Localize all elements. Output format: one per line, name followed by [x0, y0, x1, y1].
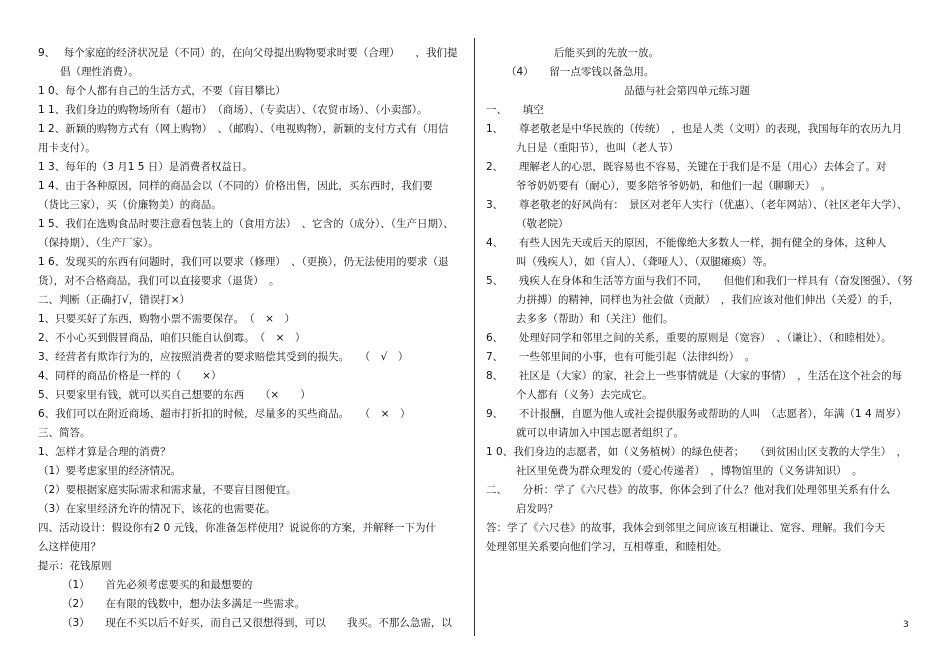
- text-line: 3、 尊老敬老的好风尚有： 景区对老年人实行（优惠）、（老年网站）、（社区老年大学）、: [486, 199, 908, 211]
- page-title: 品德与社会第四单元练习题: [624, 85, 750, 97]
- section-heading: 二、 分析：学了《六尺巷》的故事，你体会到了什么？他对我们处理邻里关系有什么: [486, 484, 891, 496]
- text-line: 九日是（重阳节），也叫（老人节）: [516, 142, 679, 154]
- text-line: 1 4、由于各种原因，同样的商品会以（不同的）价格出售，因此，买东西时，我们要: [38, 180, 433, 192]
- page-number: 3: [903, 620, 909, 630]
- text-line: （3） 现在不买以后不好买，而自己又很想得到，可以 我买。不那么急需，以: [62, 617, 452, 629]
- section-heading: 一、 填空: [486, 104, 544, 116]
- text-line: 4、 有些人因先天或后天的原因，不能像绝大多数人一样，拥有健全的身体，这种人: [486, 237, 887, 249]
- text-line: 启发吗？: [516, 503, 558, 515]
- section-heading: 四、活动设计：假设你有2 0 元钱，你准备怎样使用？说说你的方案，并解释一下为什: [38, 522, 437, 534]
- text-line: （保持期）、（生产厂家）。: [38, 237, 159, 249]
- section-heading: 二、判断（正确打√，错误打×）: [38, 294, 190, 306]
- text-line: 7、 一些邻里间的小事，也有可能引起（法律纠纷） 。: [486, 351, 756, 363]
- text-line: 货），对不合格商品，我们可以直接要求（退货） 。: [38, 275, 280, 287]
- text-line: 6、我们可以在附近商场、超市打折扣的时候，尽量多的买些商品。 （ × ）: [38, 408, 411, 420]
- text-line: 么这样使用？: [38, 541, 101, 553]
- text-line: 9、 每个家庭的经济状况是（不同）的，在向父母提出购物要求时要（合理） ，我们提: [38, 47, 458, 59]
- text-line: 倡（理性消费）。: [60, 66, 139, 78]
- text-line: 5、只要家里有钱，就可以买自己想要的东西 （× ）: [38, 389, 311, 401]
- text-line: 8、 社区是（大家）的家，社会上一些事情就是（大家的事情） ，生活在这个社会的每: [486, 370, 903, 382]
- text-line: 1、 尊老敬老是中华民族的（传统） ，也是人类（文明）的表现，我国每年的农历九月: [486, 123, 903, 135]
- text-line: 5、 残疾人在身体和生活等方面与我们不同， 但他们和我们一样具有（奋发图强）、（努: [486, 275, 913, 287]
- column-divider: [474, 38, 475, 636]
- text-line: （货比三家），买（价廉物美）的商品。: [38, 199, 222, 211]
- text-line: 3、经营者有欺诈行为的，应按照消费者的要求赔偿其受到的损失。 （ √ ）: [38, 351, 409, 363]
- text-line: 就可以申请加入中国志愿者组织了。: [516, 427, 684, 439]
- text-line: 1 6、发现买的东西有问题时，我们可以要求（修理） 、（更换），仍无法使用的要求（退: [38, 256, 449, 268]
- section-heading: 三、简答。: [38, 427, 91, 439]
- text-line: 1 3、每年的（3 月1 5 日）是消费者权益日。: [38, 161, 253, 173]
- text-line: 1 0、我们身边的志愿者，如（义务植树）的绿色使者； （到贫困山区支教的大学生） ，: [486, 446, 907, 458]
- text-line: 2、不小心买到假冒商品，咱们只能自认倒霉。 （ × ）: [38, 332, 306, 344]
- text-line: 个人都有（义务）去完成它。: [516, 389, 653, 401]
- text-line: 1、只要买好了东西，购物小票不需要保存。 （ × ）: [38, 313, 295, 325]
- text-line: （3）在家里经济允许的情况下，该花的也需要花。: [38, 503, 276, 515]
- text-line: 提示：花钱原则: [38, 560, 112, 572]
- text-line: 1 5、我们在选购食品时要注意看包装上的（食用方法） 、它含的（成分）、（生产日期）、: [38, 218, 454, 230]
- text-line: 用卡支付）。: [38, 142, 96, 154]
- text-line: 1 0、每个人都有自己的生活方式，不要（盲目攀比）: [38, 85, 286, 97]
- text-line: 社区里免费为群众理发的（爱心传递者） ，博物馆里的（义务讲知识） 。: [516, 465, 863, 477]
- text-line: 6、 处理好同学和邻里之间的关系，重要的原则是（宽容） 、（谦让）、（和睦相处）。: [486, 332, 892, 344]
- text-line: 1 1、我们身边的购物场所有（超市） （商场）、（专卖店）、（农贸市场）、（小卖部）。: [38, 104, 428, 116]
- text-line: （2） 在有限的钱数中，想办法多满足一些需求。: [62, 598, 305, 610]
- answer-text: 处理邻里关系要向他们学习，互相尊重，和睦相处。: [486, 541, 728, 553]
- text-line: 1 2、新颖的购物方式有（网上购物） 、（邮购）、（电视购物），新颖的支付方式有（用信: [38, 123, 449, 135]
- text-line: 力拼搏）的精神，同样也为社会做（贡献） ，我们应该对他们伸出（关爱）的手，: [516, 294, 900, 306]
- text-line: 爷爷奶奶要有（耐心），要多陪爷爷奶奶，和他们一起（聊聊天） 。: [516, 180, 831, 192]
- text-line: （1） 首先必须考虑要买的和最想要的: [62, 579, 253, 591]
- text-line: （2）要根据家庭实际需求和需求量，不要盲目图便宜。: [38, 484, 297, 496]
- answer-text: 答：学了《六尺巷》的故事，我体会到邻里之间应该互相谦让、宽容、理解。我们今天: [486, 522, 885, 534]
- text-line: 1、怎样才算是合理的消费？: [38, 446, 171, 458]
- text-line: 9、 不计报酬，自愿为他人或社会提供服务或帮助的人叫 （志愿者），年满（1 4 周岁）: [486, 408, 907, 420]
- text-line: 4、同样的商品价格是一样的（ ×）: [38, 370, 222, 382]
- text-line: 后能买到的先放一放。: [554, 47, 659, 59]
- text-line: 叫（残疾人），如（盲人）、（聋哑人）、（双腿瘫痪）等。: [516, 256, 774, 268]
- text-line: （1）要考虑家里的经济情况。: [38, 465, 182, 477]
- text-line: （4） 留一点零钱以备急用。: [506, 66, 655, 78]
- text-line: （敬老院）: [516, 218, 569, 230]
- text-line: 去多多（帮助）和（关注）他们。: [516, 313, 674, 325]
- text-line: 2、 理解老人的心思，既容易也不容易，关键在于我们是不是（用心）去体会了。对: [486, 161, 887, 173]
